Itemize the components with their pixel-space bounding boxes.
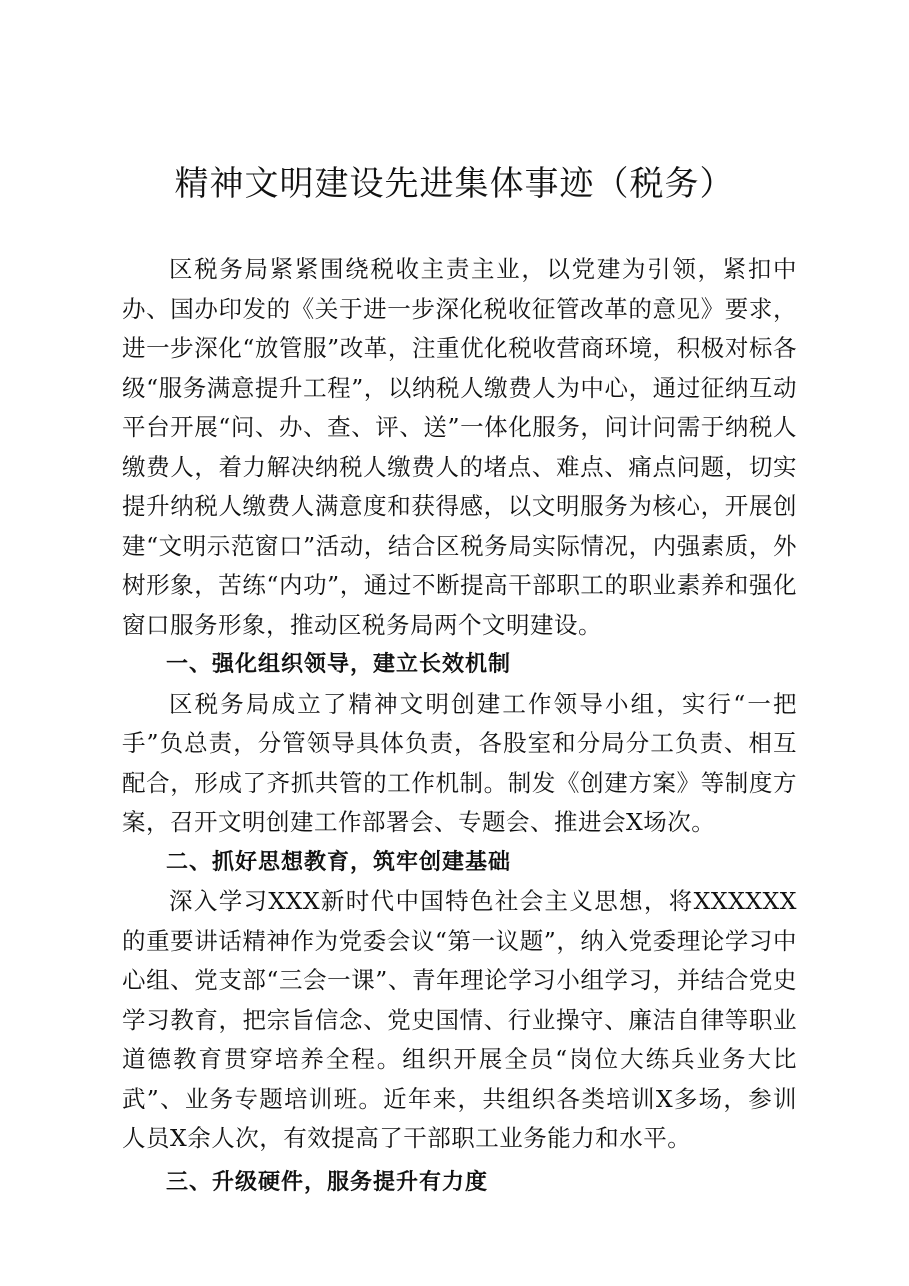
- section-2-body: 深入学习XXX新时代中国特色社会主义思想，将XXXXXX的重要讲话精神作为党委会议“第一议题”，纳入党委理论学习中心组、党支部“三会一课”、青年理论学习小组学习，并结合党史学习教育，把宗旨信念、党史国情、行业操守、廉洁自律等职业道德教育贯穿培养全程。组织开展全员“岗位大练兵业务大比武”、业务专题培训班。近年来，共组织各类培训X多场，参训人员X余人次，有效提高了干部职工业务能力和水平。: [122, 887, 797, 1152]
- intro-paragraph: 区税务局紧紧围绕税收主责主业，以党建为引领，紧扣中办、国办印发的《关于进一步深化税收征管改革的意见》要求，进一步深化“放管服”改革，注重优化税收营商环境，积极对标各级“服务满意提升工程”，以纳税人缴费人为中心，通过征纳互动平台开展“问、办、查、评、送”一体化服务，问计问需于纳税人缴费人，着力解决纳税人缴费人的堵点、难点、痛点问题，切实提升纳税人缴费人满意度和获得感，以文明服务为核心，开展创建“文明示范窗口”活动，结合区税务局实际情况，内强素质，外树形象，苦练“内功”，通过不断提高干部职工的职业素养和强化窗口服务形象，推动区税务局两个文明建设。: [122, 255, 797, 639]
- section-1-body: 区税务局成立了精神文明创建工作领导小组，实行“一把手”负总责，分管领导具体负责，各股室和分局分工负责、相互配合，形成了齐抓共管的工作机制。制发《创建方案》等制度方案，召开文明创建工作部署会、专题会、推进会X场次。: [122, 689, 797, 836]
- section-3-heading: 三、升级硬件，服务提升有力度: [166, 1169, 489, 1195]
- section-1-heading: 一、强化组织领导，建立长效机制: [166, 652, 512, 677]
- document-title: 精神文明建设先进集体事迹（税务）: [174, 164, 735, 204]
- document-body: [122, 250, 797, 1202]
- section-2-heading: 二、抓好思想教育，筑牢创建基础: [166, 849, 512, 875]
